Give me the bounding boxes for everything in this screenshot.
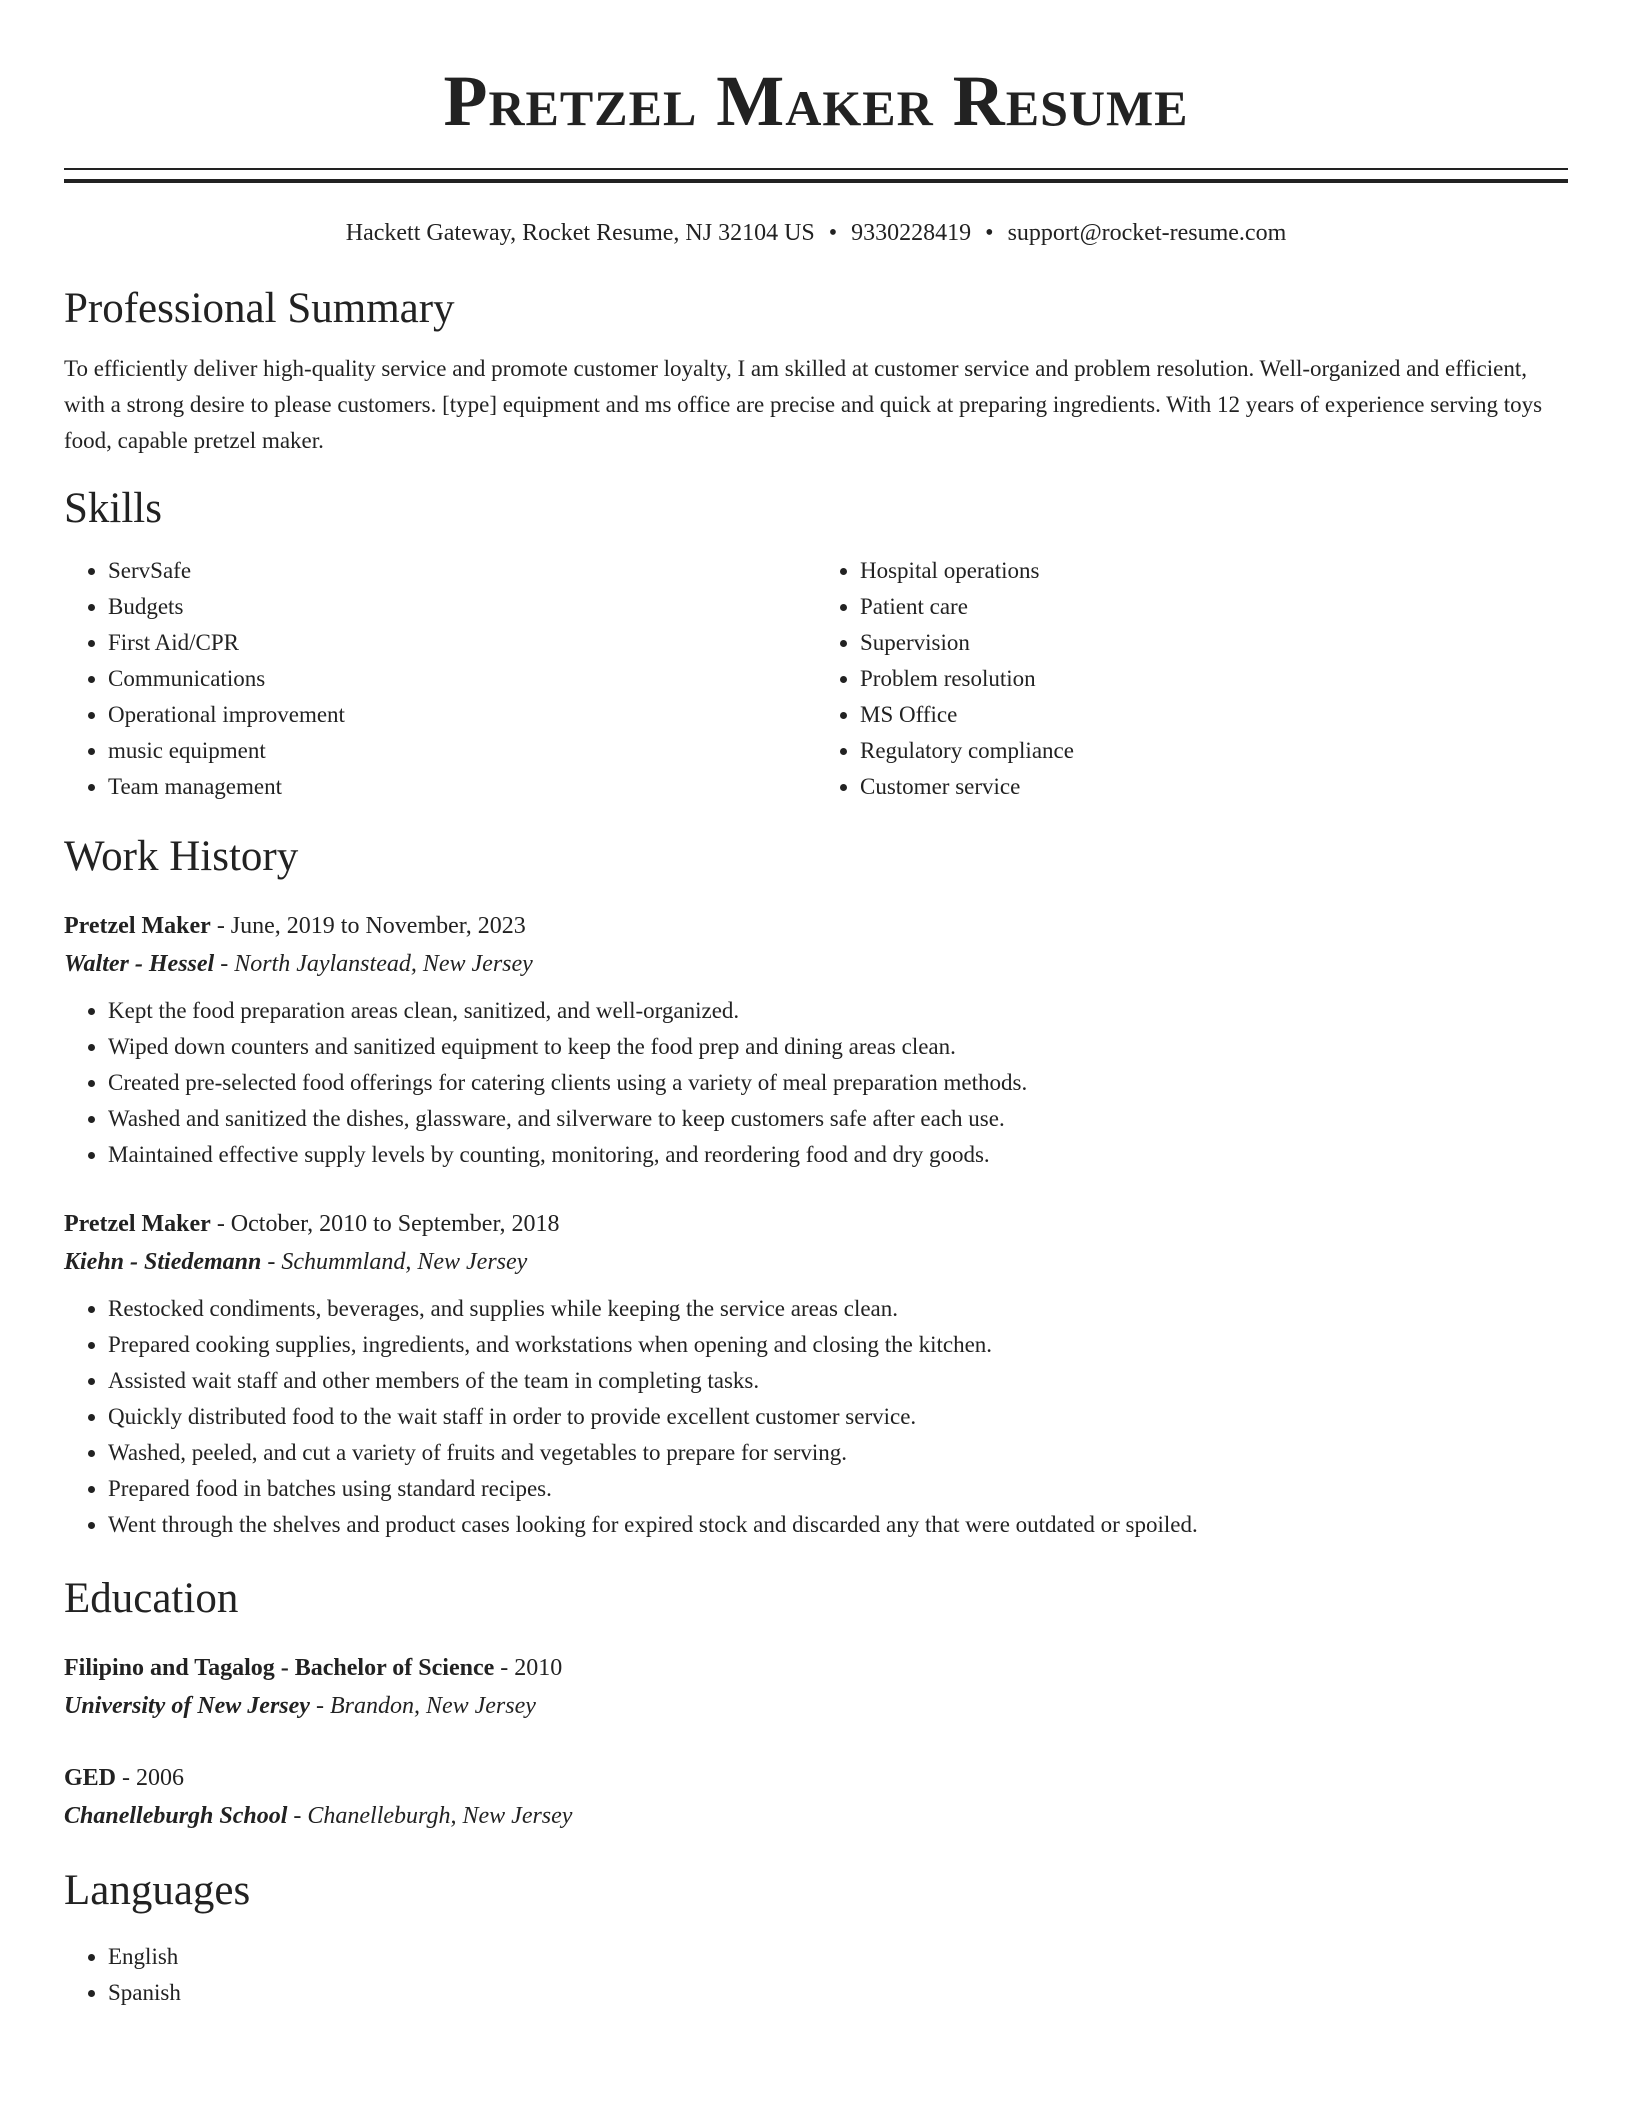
degree-year: - 2010 — [494, 1655, 563, 1681]
skill-item: • Supervision — [860, 625, 1568, 661]
school-line — [64, 1797, 1568, 1835]
skill-item: • Budgets — [108, 589, 816, 625]
job-bullet: • Assisted wait staff and other members of the team in completing tasks. — [108, 1363, 1568, 1399]
job-bullet: • Quickly distributed food to the wait staff in order to provide excellent customer service. — [108, 1399, 1568, 1435]
languages-list — [64, 1939, 1568, 2011]
degree: Filipino and Tagalog - Bachelor of Science — [64, 1655, 495, 1681]
job-bullet: • Kept the food preparation areas clean, sanitized, and well-organized. — [108, 993, 1568, 1029]
job-bullet: • Restocked condiments, beverages, and supplies while keeping the service areas clean. — [108, 1291, 1568, 1327]
degree: GED — [64, 1765, 117, 1791]
job-company-line — [64, 1243, 1568, 1281]
skill-item: • Customer service — [860, 769, 1568, 805]
school-line — [64, 1687, 1568, 1725]
job-bullet: • Washed, peeled, and cut a variety of fruits and vegetables to prepare for serving. — [108, 1435, 1568, 1471]
school-location: - Chanelleburgh, New Jersey — [287, 1803, 573, 1829]
job-bullet: • Went through the shelves and product cases looking for expired stock and discarded any that were outdated or spoiled. — [108, 1507, 1568, 1543]
skill-item: • First Aid/CPR — [108, 625, 816, 661]
language-item: • Spanish — [108, 1975, 1568, 2011]
skill-item: • Hospital operations — [860, 553, 1568, 589]
summary-text: To efficiently deliver high-quality service and promote customer loyalty, I am skilled at customer service and problem resolution. Well-organized and efficient, with a strong desire to please customers. [type] equipment and ms office are precise and quick at preparing ingredients. With 12 years of experience serving toys food, capable pretzel maker. — [64, 356, 1543, 453]
skill-item: • MS Office — [860, 697, 1568, 733]
job-bullet: • Washed and sanitized the dishes, glassware, and silverware to keep customers safe after each use. — [108, 1101, 1568, 1137]
page-title: Pretzel Maker Resume — [443, 61, 1189, 141]
contact-address: Hackett Gateway, Rocket Resume, NJ 32104 US — [345, 220, 815, 246]
school: University of New Jersey — [64, 1693, 310, 1719]
degree-line — [64, 1649, 1568, 1687]
job-bullet-list — [64, 1291, 1568, 1543]
skill-item: • music equipment — [108, 733, 816, 769]
contact-separator: • — [985, 220, 994, 246]
work-history-heading: Work History — [64, 833, 299, 880]
job-bullet: • Created pre-selected food offerings for catering clients using a variety of meal preparation methods. — [108, 1065, 1568, 1101]
education-entry — [64, 1649, 1568, 1725]
job-company: Kiehn - Stiedemann — [64, 1249, 262, 1275]
job-bullet: • Prepared cooking supplies, ingredients, and workstations when opening and closing the kitchen. — [108, 1327, 1568, 1363]
skill-item: • ServSafe — [108, 553, 816, 589]
title-divider — [64, 168, 1568, 183]
skill-item: • Patient care — [860, 589, 1568, 625]
job-bullet: • Wiped down counters and sanitized equipment to keep the food prep and dining areas clean. — [108, 1029, 1568, 1065]
job-bullet: • Prepared food in batches using standard recipes. — [108, 1471, 1568, 1507]
job-company: Walter - Hessel — [64, 951, 215, 977]
languages-heading: Languages — [64, 1867, 251, 1914]
skills-list-right — [816, 553, 1568, 805]
job-dates: - June, 2019 to November, 2023 — [210, 913, 526, 939]
job-title-line — [64, 907, 1568, 945]
skill-item: • Problem resolution — [860, 661, 1568, 697]
skills-columns — [64, 553, 1568, 805]
job-bullet-list — [64, 993, 1568, 1173]
skill-item: • Regulatory compliance — [860, 733, 1568, 769]
job-title: Pretzel Maker — [64, 913, 211, 939]
job-bullet: • Maintained effective supply levels by counting, monitoring, and reordering food and dry goods. — [108, 1137, 1568, 1173]
job-dates: - October, 2010 to September, 2018 — [210, 1211, 560, 1237]
language-item: • English — [108, 1939, 1568, 1975]
skill-item: • Operational improvement — [108, 697, 816, 733]
school-location: - Brandon, New Jersey — [309, 1693, 536, 1719]
job-location: - Schummland, New Jersey — [261, 1249, 528, 1275]
skill-item: • Communications — [108, 661, 816, 697]
job-title-line — [64, 1205, 1568, 1243]
job-entry — [64, 1205, 1568, 1543]
job-title: Pretzel Maker — [64, 1211, 211, 1237]
school: Chanelleburgh School — [64, 1803, 288, 1829]
skills-heading: Skills — [64, 485, 162, 532]
job-company-line — [64, 945, 1568, 983]
skills-list-left — [64, 553, 816, 805]
contact-phone: 9330228419 — [851, 220, 972, 246]
education-heading: Education — [64, 1575, 239, 1622]
contact-email: support@rocket-resume.com — [1007, 220, 1287, 246]
job-location: - North Jaylanstead, New Jersey — [214, 951, 533, 977]
contact-line — [64, 217, 1568, 249]
skill-item: • Team management — [108, 769, 816, 805]
job-entry — [64, 907, 1568, 1173]
summary-heading: Professional Summary — [64, 285, 455, 332]
degree-line — [64, 1759, 1568, 1797]
education-entry — [64, 1759, 1568, 1835]
degree-year: - 2006 — [116, 1765, 185, 1791]
contact-separator: • — [828, 220, 838, 246]
